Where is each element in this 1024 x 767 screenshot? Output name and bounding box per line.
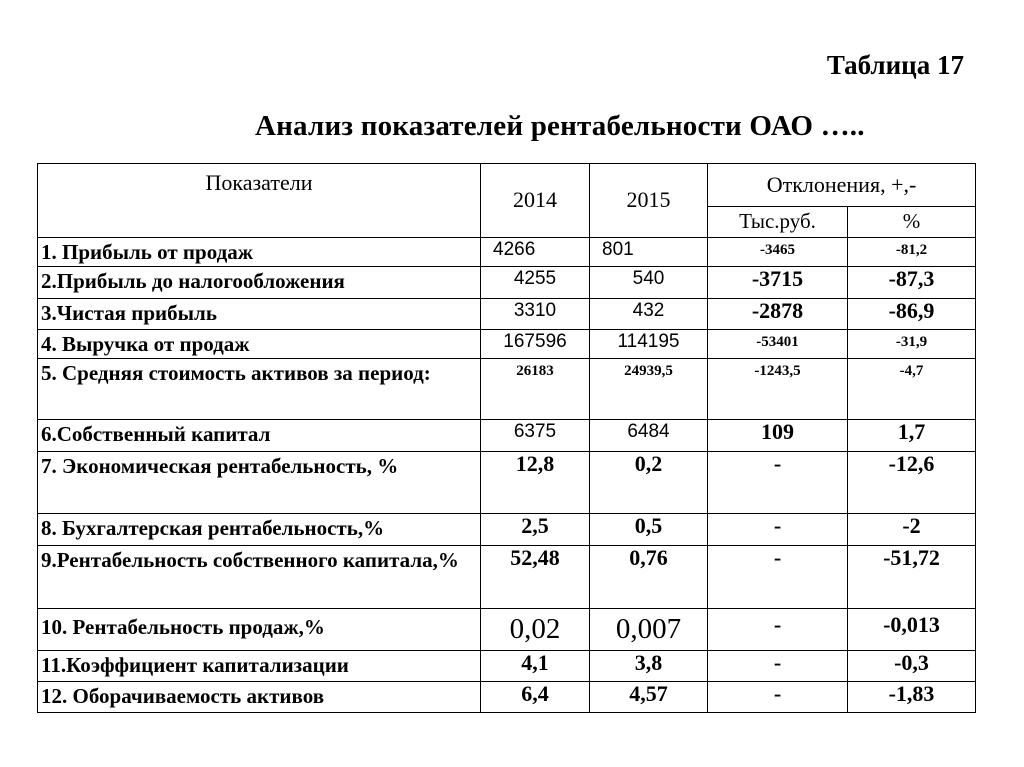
deviation-pct: -1,83 (848, 682, 976, 713)
deviation-abs: - (708, 514, 848, 545)
value-2015: 114195 (590, 330, 708, 359)
value-2014: 0,02 (481, 608, 590, 651)
deviation-abs: - (708, 682, 848, 713)
deviation-abs: -2878 (708, 298, 848, 329)
table-row (38, 545, 976, 608)
value-2014: 167596 (481, 330, 590, 359)
table-row (38, 514, 976, 545)
row-name: 2.Прибыль до налогообложения (38, 267, 481, 298)
header-indicators: Показатели (38, 164, 481, 238)
value-2015: 0,76 (590, 545, 708, 608)
deviation-abs: - (708, 545, 848, 608)
value-2015: 4,57 (590, 682, 708, 713)
header-year-2014: 2014 (481, 164, 590, 238)
deviation-pct: -31,9 (848, 330, 976, 359)
value-2015: 3,8 (590, 651, 708, 682)
row-name: 7. Экономическая рентабельность, % (38, 451, 481, 514)
value-2015: 24939,5 (590, 359, 708, 420)
deviation-pct: -86,9 (848, 298, 976, 329)
deviation-pct: -0,3 (848, 651, 976, 682)
table-row (38, 451, 976, 514)
deviation-pct: -2 (848, 514, 976, 545)
deviation-pct: -87,3 (848, 267, 976, 298)
deviation-abs: -3465 (708, 237, 848, 266)
value-2014: 4266 (481, 237, 590, 266)
value-2014: 6,4 (481, 682, 590, 713)
deviation-pct: -0,013 (848, 608, 976, 651)
table-row (38, 298, 976, 329)
value-2014: 4,1 (481, 651, 590, 682)
row-name: 3.Чистая прибыль (38, 298, 481, 329)
value-2015: 432 (590, 298, 708, 329)
header-year-2015: 2015 (590, 164, 708, 238)
deviation-abs: - (708, 651, 848, 682)
row-name: 5. Средняя стоимость активов за период: (38, 359, 481, 420)
deviation-abs: -1243,5 (708, 359, 848, 420)
value-2015: 0,2 (590, 451, 708, 514)
table-number: Таблица 17 (826, 50, 964, 80)
value-2014: 2,5 (481, 514, 590, 545)
value-2014: 6375 (481, 420, 590, 451)
row-name: 8. Бухгалтерская рентабельность,% (38, 514, 481, 545)
table-row (38, 420, 976, 451)
table-row (38, 237, 976, 266)
deviation-abs: 109 (708, 420, 848, 451)
deviation-abs: - (708, 608, 848, 651)
deviation-pct: 1,7 (848, 420, 976, 451)
deviation-abs: -3715 (708, 267, 848, 298)
header-thousand-rub: Тыс.руб. (708, 206, 848, 237)
value-2015: 6484 (590, 420, 708, 451)
header-row (38, 164, 976, 207)
row-name: 12. Оборачиваемость активов (38, 682, 481, 713)
table-row (38, 267, 976, 298)
deviation-pct: -51,72 (848, 545, 976, 608)
table-row (38, 651, 976, 682)
deviation-abs: - (708, 451, 848, 514)
deviation-pct: -12,6 (848, 451, 976, 514)
header-deviation: Отклонения, +,- (708, 164, 976, 207)
value-2015: 0,007 (590, 608, 708, 651)
table-row (38, 330, 976, 359)
value-2014: 12,8 (481, 451, 590, 514)
deviation-pct: -81,2 (848, 237, 976, 266)
deviation-abs: -53401 (708, 330, 848, 359)
value-2014: 26183 (481, 359, 590, 420)
row-name: 10. Рентабельность продаж,% (38, 608, 481, 651)
row-name: 4. Выручка от продаж (38, 330, 481, 359)
table-row (38, 608, 976, 651)
table-row (38, 682, 976, 713)
row-name: 9.Рентабельность собственного капитала,% (38, 545, 481, 608)
row-name: 11.Коэффициент капитализации (38, 651, 481, 682)
value-2015: 801 (590, 237, 708, 266)
row-name: 1. Прибыль от продаж (38, 237, 481, 266)
deviation-pct: -4,7 (848, 359, 976, 420)
header-percent: % (848, 206, 976, 237)
value-2014: 4255 (481, 267, 590, 298)
profitability-table (37, 163, 976, 713)
table-row (38, 359, 976, 420)
value-2015: 0,5 (590, 514, 708, 545)
value-2015: 540 (590, 267, 708, 298)
page-title: Анализ показателей рентабельности ОАО ….. (255, 110, 865, 142)
row-name: 6.Собственный капитал (38, 420, 481, 451)
value-2014: 3310 (481, 298, 590, 329)
value-2014: 52,48 (481, 545, 590, 608)
